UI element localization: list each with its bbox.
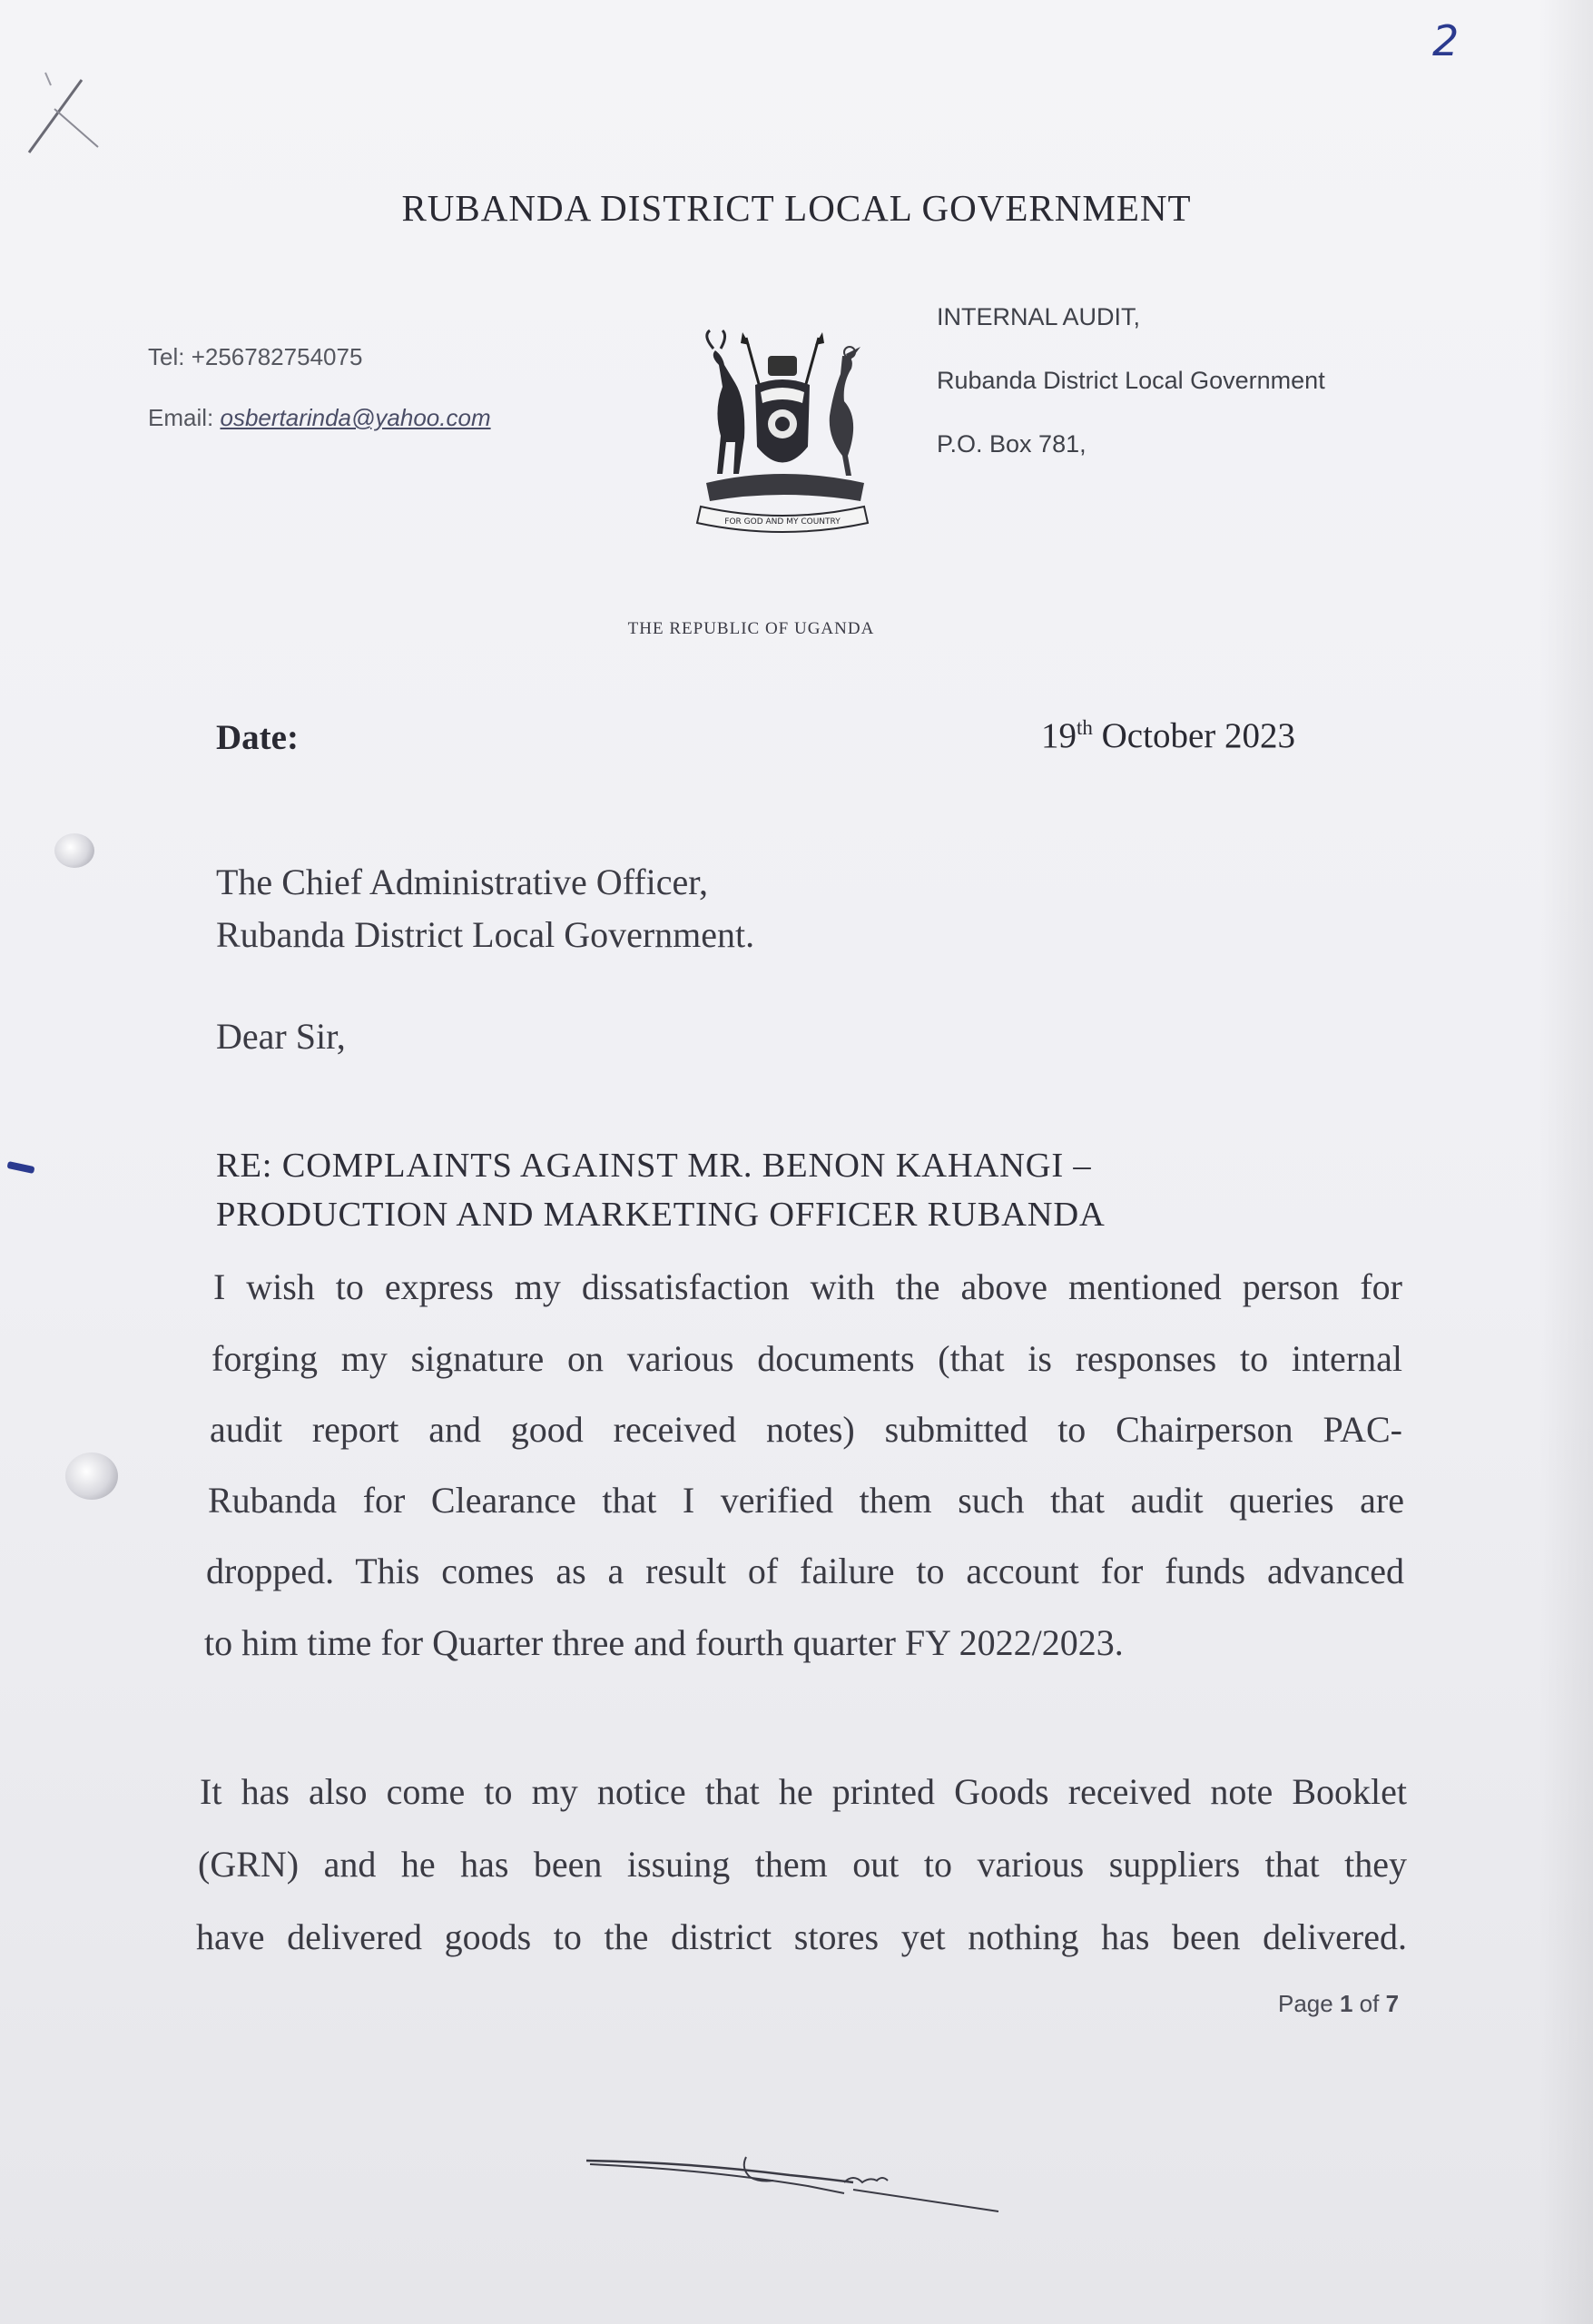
subject-line-1: RE: COMPLAINTS AGAINST MR. BENON KAHANGI – xyxy=(216,1147,1092,1185)
paragraph-1-line: to him time for Quarter three and fourth quarter FY 2022/2023. xyxy=(204,1622,1124,1663)
date-value xyxy=(1041,715,1295,756)
tel-value: +256782754075 xyxy=(191,343,363,370)
punch-hole xyxy=(54,833,94,868)
page-prefix: Page xyxy=(1278,1990,1333,2017)
paragraph-1-line: Rubanda for Clearance that I verified them such that audit queries are xyxy=(208,1480,1404,1521)
coat-of-arms-motto: FOR GOD AND MY COUNTRY xyxy=(724,517,841,527)
date-label: Date: xyxy=(216,718,299,757)
handwritten-signature xyxy=(581,2150,1008,2222)
email-line xyxy=(148,404,491,432)
tel-label: Tel: xyxy=(148,343,185,370)
pen-margin-mark xyxy=(6,1161,34,1174)
salutation: Dear Sir, xyxy=(216,1016,346,1057)
page-of: of xyxy=(1359,1990,1380,2017)
paragraph-1-line: forging my signature on various documents (that is responses to internal xyxy=(211,1338,1402,1379)
date-day: 19 xyxy=(1041,716,1077,755)
recipient-line-1: The Chief Administrative Officer, xyxy=(216,862,708,902)
address-line-3: P.O. Box 781, xyxy=(937,430,1087,458)
organization-name: RUBANDA DISTRICT LOCAL GOVERNMENT xyxy=(401,187,1192,229)
paragraph-2-line: It has also come to my notice that he printed Goods received note Booklet xyxy=(200,1771,1407,1812)
page-number xyxy=(1278,1990,1399,2018)
page-total: 7 xyxy=(1385,1990,1400,2017)
date-suffix: th xyxy=(1077,716,1093,739)
date-month-year: October 2023 xyxy=(1101,716,1295,755)
punch-hole xyxy=(65,1452,118,1500)
uganda-coat-of-arms-icon xyxy=(683,329,882,537)
corner-tick-mark xyxy=(18,45,100,163)
paragraph-2-line: (GRN) and he has been issuing them out to various suppliers that they xyxy=(198,1844,1407,1885)
address-line-1: INTERNAL AUDIT, xyxy=(937,303,1141,330)
subject-line-2: PRODUCTION AND MARKETING OFFICER RUBANDA xyxy=(216,1196,1106,1234)
telephone-line xyxy=(148,343,362,371)
paragraph-1-line: dropped. This comes as a result of failure to account for funds advanced xyxy=(206,1551,1404,1591)
recipient-line-2: Rubanda District Local Government. xyxy=(216,914,755,955)
republic-caption: THE REPUBLIC OF UGANDA xyxy=(627,619,875,638)
email-label: Email: xyxy=(148,404,214,431)
page-current: 1 xyxy=(1339,1990,1353,2017)
paragraph-2-line: have delivered goods to the district stores yet nothing has been delivered. xyxy=(196,1916,1407,1957)
page-edge-shadow xyxy=(1539,0,1593,2324)
email-link[interactable]: osbertarinda@yahoo.com xyxy=(220,404,491,431)
address-line-2: Rubanda District Local Government xyxy=(937,367,1325,394)
paragraph-1-line: I wish to express my dissatisfaction with the above mentioned person for xyxy=(213,1266,1402,1307)
handwritten-page-marker: 2 xyxy=(1432,16,1460,65)
paragraph-1-line: audit report and good received notes) submitted to Chairperson PAC- xyxy=(210,1409,1402,1450)
